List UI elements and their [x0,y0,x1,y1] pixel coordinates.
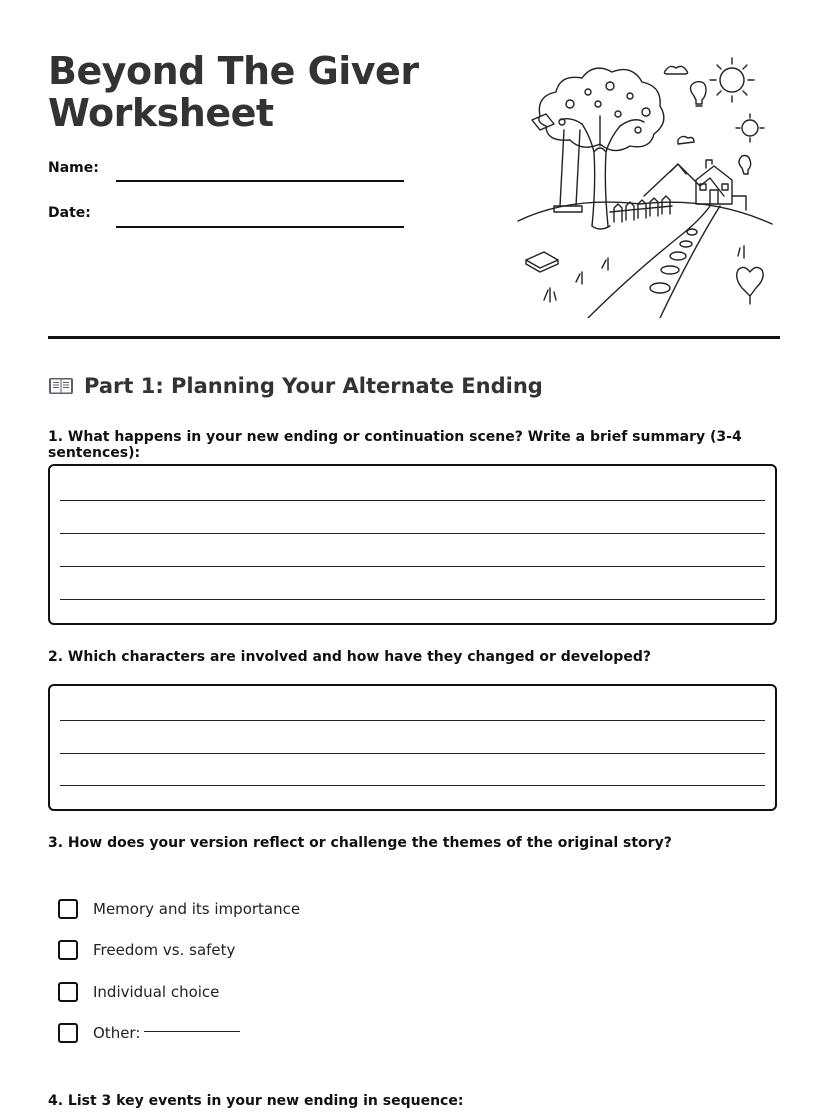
answer-line [60,500,765,501]
answer-box-2[interactable] [48,684,777,811]
answer-line [60,720,765,721]
answer-line [60,533,765,534]
date-field[interactable] [116,226,404,228]
part1-heading [48,374,543,398]
question-4: 4. List 3 key events in your new ending in sequence: [48,1093,464,1109]
theme-option-label: Individual choice [93,983,220,1001]
theme-option-individual-choice[interactable] [58,980,219,1004]
worksheet-title [48,50,419,134]
theme-option-label: Memory and its importance [93,900,301,918]
theme-option-label: Freedom vs. safety [93,941,236,959]
theme-option-freedom[interactable] [58,938,235,962]
title-line-1: Beyond The Giver [48,49,419,93]
answer-line [60,753,765,754]
name-field[interactable] [116,180,404,182]
date-label: Date: [48,205,91,221]
name-label: Name: [48,160,99,176]
theme-option-other[interactable] [58,1021,240,1045]
header-divider [48,336,780,339]
tree-landscape-illustration [510,56,780,318]
question-2: 2. Which characters are involved and how have they changed or developed? [48,649,651,665]
part1-title: Part 1: Planning Your Alternate Ending [84,374,543,398]
answer-box-1[interactable] [48,464,777,625]
theme-option-memory[interactable] [58,897,300,921]
answer-line [60,566,765,567]
question-1: 1. What happens in your new ending or continuation scene? Write a brief summary (3-4 sentences): [48,429,742,461]
checkbox[interactable] [58,899,78,919]
other-blank-field[interactable] [144,1031,240,1032]
checkbox[interactable] [58,982,78,1002]
title-line-2: Worksheet [48,91,274,135]
open-book-icon [48,376,74,396]
checkbox[interactable] [58,940,78,960]
question-3: 3. How does your version reflect or challenge the themes of the original story? [48,835,672,851]
answer-line [60,599,765,600]
theme-option-label: Other: [93,1024,141,1042]
answer-line [60,785,765,786]
checkbox[interactable] [58,1023,78,1043]
